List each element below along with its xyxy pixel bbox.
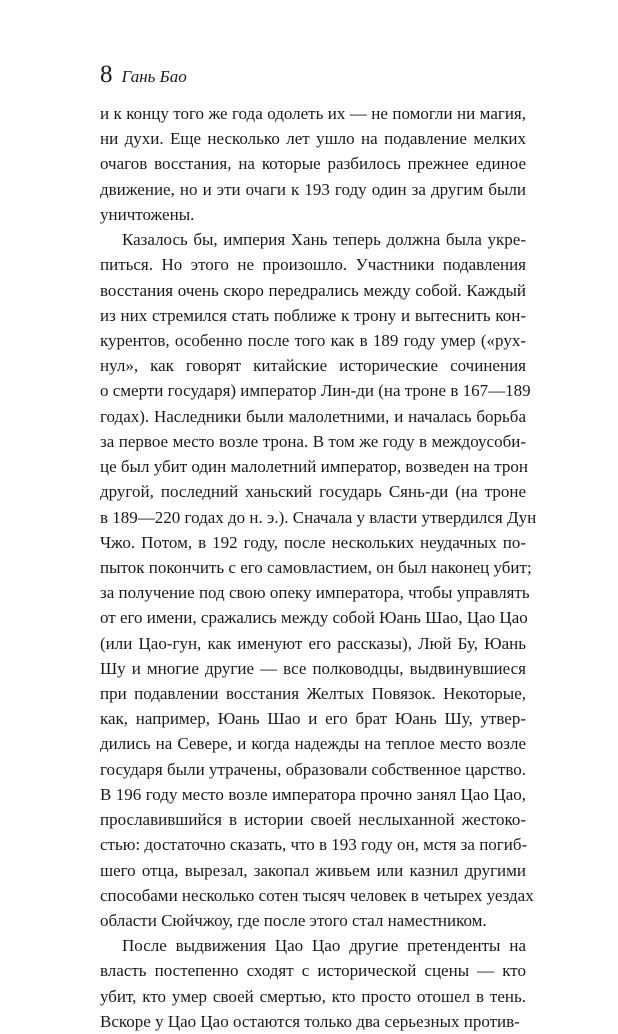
text-line: стью: достаточно сказать, что в 193 году он, мстя за погиб- xyxy=(100,835,528,855)
text-line: В 196 году место возле императора прочно занял Цао Цао, xyxy=(100,784,526,804)
text-line: о смерти государя) император Лин-ди (на троне в 167—189 xyxy=(100,381,531,401)
text-line: Шу и многие другие — все полководцы, выдвинувшиеся xyxy=(100,658,526,678)
text-line: шего отца, вырезал, закопал живьем или казнил другими xyxy=(100,860,526,880)
text-line: пыток покончить с его самовластием, он был наконец убит; xyxy=(100,557,532,577)
text-line: в 189—220 годах до н. э.). Сначала у власти утвердился Дун xyxy=(100,507,537,527)
text-line: прославившийся в истории своей неслыханной жестоко- xyxy=(100,810,526,830)
text-line: за первое место возле трона. В том же году в междоусоби- xyxy=(100,431,526,451)
text-line: власть постепенно сходят с исторической сцены — кто xyxy=(100,961,526,981)
text-line: це был убит один малолетний император, возведен на трон xyxy=(100,457,528,477)
running-head: Гань Бао xyxy=(121,67,187,86)
text-line: за получение под свою опеку императора, чтобы управлять xyxy=(100,583,530,603)
body-text xyxy=(100,101,537,1034)
text-line: при подавлении восстания Желтых Повязок. Некоторые, xyxy=(100,684,526,704)
text-line: уничтожены. xyxy=(100,204,195,224)
text-line: как, например, Юань Шао и его брат Юань Шу, утвер- xyxy=(100,709,526,729)
page-header xyxy=(100,61,187,89)
text-line: После выдвижения Цао Цао другие претенденты на xyxy=(122,936,526,956)
text-line: нул», как говорят китайские исторические сочинения xyxy=(100,356,526,376)
text-line: восстания очень скоро передрались между собой. Каждый xyxy=(100,280,526,300)
text-line: из них стремился стать поближе к трону и вытеснить кон- xyxy=(100,305,526,325)
text-line: области Сюйчжоу, где после этого стал наместником. xyxy=(100,911,487,930)
text-line: ни духи. Еще несколько лет ушло на подавление мелких xyxy=(100,129,526,149)
text-line: государя были утрачены, образовали собственное царство. xyxy=(100,759,526,779)
text-line: очагов восстания, на которые разбилось прежнее единое xyxy=(100,154,526,174)
text-line: (или Цао-гун, как именуют его рассказы), Люй Бу, Юань xyxy=(100,633,526,653)
text-line: Чжо. Потом, в 192 году, после нескольких неудачных по- xyxy=(100,532,526,552)
text-line: Вскоре у Цао Цао остаются только два серьезных против- xyxy=(100,1011,520,1031)
text-line: способами несколько сотен тысяч человек в четырех уездах xyxy=(100,885,534,905)
text-line: убит, кто умер своей смертью, кто просто отошел в тень. xyxy=(100,986,526,1006)
text-line: от его имени, сражались между собой Юань Шао, Цао Цао xyxy=(100,608,528,628)
text-line: Казалось бы, империя Хань теперь должна была укре- xyxy=(122,230,526,250)
page-number: 8 xyxy=(100,61,113,88)
text-line: годах). Наследники были малолетними, и началась борьба xyxy=(100,406,526,426)
text-line: курентов, особенно после того как в 189 году умер («рух- xyxy=(100,330,526,350)
text-line: дились на Севере, и когда надежды на теплое место возле xyxy=(100,734,526,754)
text-line: другой, последний ханьский государь Сянь-ди (на троне xyxy=(100,482,526,502)
text-line: движение, но и эти очаги к 193 году один за другим были xyxy=(100,179,526,199)
text-line: питься. Но этого не произошло. Участники подавления xyxy=(100,255,526,275)
text-line: и к концу того же года одолеть их — не помогли ни магия, xyxy=(100,104,526,123)
